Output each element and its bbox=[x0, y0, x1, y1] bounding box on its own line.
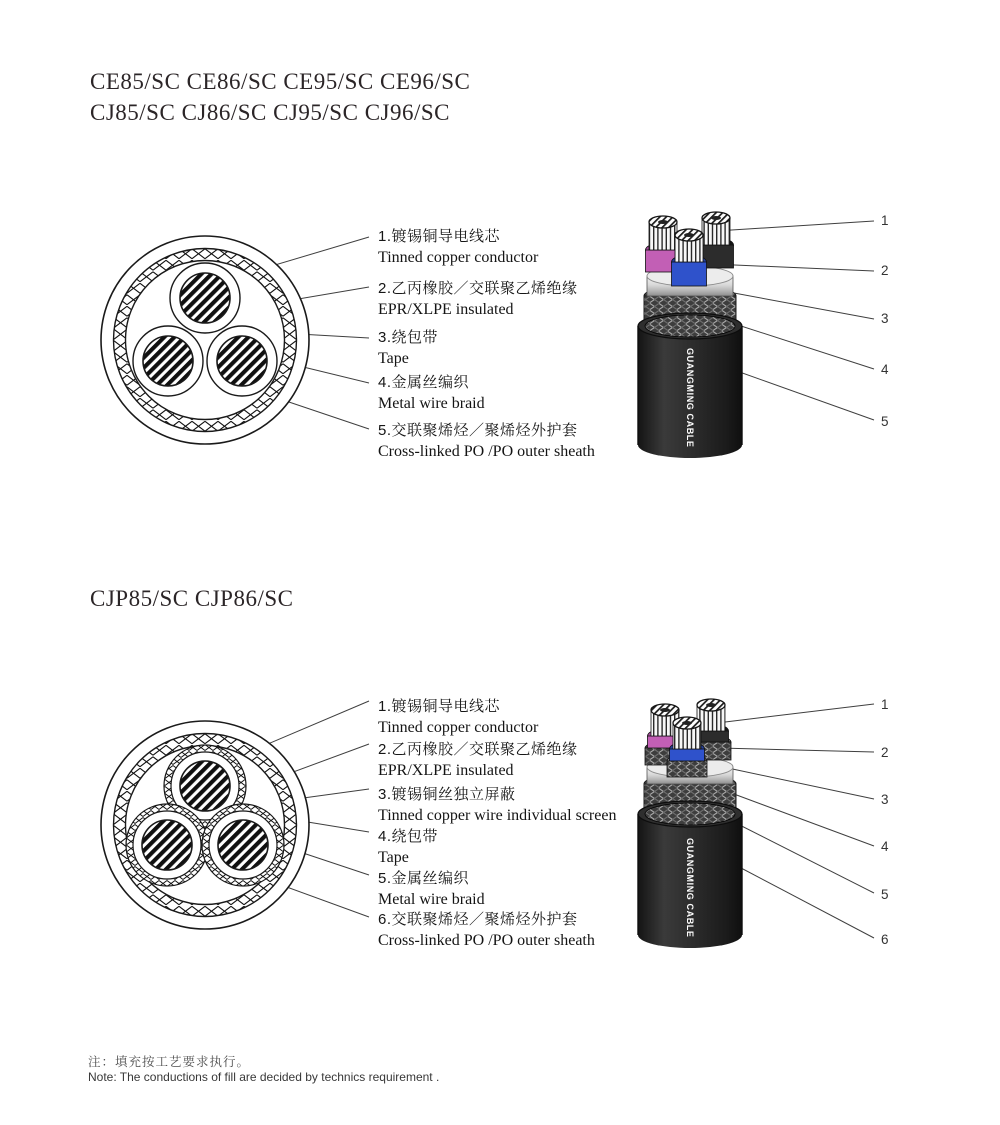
cable-cross-section-1-diagram bbox=[95, 230, 315, 450]
callout-number: 5 bbox=[881, 414, 889, 429]
layer-label-6 bbox=[378, 909, 595, 951]
layer-label-cn: 4.金属丝编织 bbox=[378, 374, 470, 391]
callout-number: 2 bbox=[881, 263, 889, 278]
layer-label-en: Tinned copper wire individual screen bbox=[378, 807, 617, 824]
layer-label-cn: 1.镀锡铜导电线芯 bbox=[378, 228, 501, 245]
layer-label-3 bbox=[378, 327, 438, 369]
callout-number: 2 bbox=[881, 745, 889, 760]
layer-label-en: Tape bbox=[378, 849, 409, 866]
footnote-en: Note: The conductions of fill are decided by technics requirement . bbox=[88, 1070, 440, 1084]
callout-number: 5 bbox=[881, 887, 889, 902]
screened-core-blue bbox=[667, 717, 707, 777]
layer-label-en: EPR/XLPE insulated bbox=[378, 762, 514, 779]
page-title-models-line1: CE85/SC CE86/SC CE95/SC CE96/SC bbox=[90, 69, 471, 94]
core-top bbox=[170, 263, 240, 333]
callout-number: 4 bbox=[881, 362, 889, 377]
layer-label-en: Tape bbox=[378, 350, 409, 367]
layer-label-4 bbox=[378, 826, 438, 868]
page-title-models-line2: CJ85/SC CJ86/SC CJ95/SC CJ96/SC bbox=[90, 100, 451, 125]
layer-label-cn: 4.绕包带 bbox=[378, 828, 439, 845]
layer-label-1 bbox=[378, 696, 538, 738]
callout-number: 6 bbox=[881, 932, 889, 947]
cable-2-3d-illustration bbox=[632, 683, 744, 970]
layer-label-en: Metal wire braid bbox=[378, 891, 485, 908]
page-title-models-2: CJP85/SC CJP86/SC bbox=[90, 586, 294, 611]
core-blue bbox=[672, 229, 707, 286]
layer-label-cn: 6.交联聚烯烃／聚烯烃外护套 bbox=[378, 911, 578, 928]
core-right bbox=[207, 326, 277, 396]
layer-label-cn: 1.镀锡铜导电线芯 bbox=[378, 698, 501, 715]
layer-label-3 bbox=[378, 784, 616, 826]
layer-label-cn: 5.交联聚烯烃／聚烯烃外护套 bbox=[378, 422, 578, 439]
layer-label-cn: 2.乙丙橡胶／交联聚乙烯绝缘 bbox=[378, 280, 578, 297]
callout-number: 1 bbox=[881, 213, 889, 228]
layer-label-1 bbox=[378, 226, 538, 268]
layer-label-2 bbox=[378, 278, 578, 320]
layer-label-5 bbox=[378, 420, 595, 462]
screened-core-right bbox=[201, 803, 285, 887]
layer-label-4 bbox=[378, 372, 485, 414]
layer-label-cn: 3.镀锡铜丝独立屏蔽 bbox=[378, 786, 516, 803]
callout-number: 3 bbox=[881, 792, 889, 807]
layer-label-cn: 2.乙丙橡胶／交联聚乙烯绝缘 bbox=[378, 741, 578, 758]
footnote-cn: 注：填充按工艺要求执行。 bbox=[88, 1055, 251, 1069]
layer-label-en: Tinned copper conductor bbox=[378, 249, 539, 266]
cable-1-3d-illustration bbox=[632, 198, 744, 470]
callout-number: 4 bbox=[881, 839, 889, 854]
brand-text: GUANGMING CABLE bbox=[685, 348, 695, 448]
layer-label-en: Metal wire braid bbox=[378, 395, 485, 412]
core-left bbox=[133, 326, 203, 396]
layer-label-en: EPR/XLPE insulated bbox=[378, 301, 514, 318]
layer-label-2 bbox=[378, 739, 578, 781]
layer-label-5 bbox=[378, 868, 485, 910]
cable-cross-section-2-diagram bbox=[95, 715, 315, 935]
screened-core-left bbox=[125, 803, 209, 887]
brand-text: GUANGMING CABLE bbox=[685, 838, 695, 938]
layer-label-en: Tinned copper conductor bbox=[378, 719, 539, 736]
layer-label-en: Cross-linked PO /PO outer sheath bbox=[378, 932, 595, 949]
layer-label-cn: 3.绕包带 bbox=[378, 329, 439, 346]
layer-label-en: Cross-linked PO /PO outer sheath bbox=[378, 443, 595, 460]
callout-number: 1 bbox=[881, 697, 889, 712]
layer-label-cn: 5.金属丝编织 bbox=[378, 870, 470, 887]
callout-number: 3 bbox=[881, 311, 889, 326]
